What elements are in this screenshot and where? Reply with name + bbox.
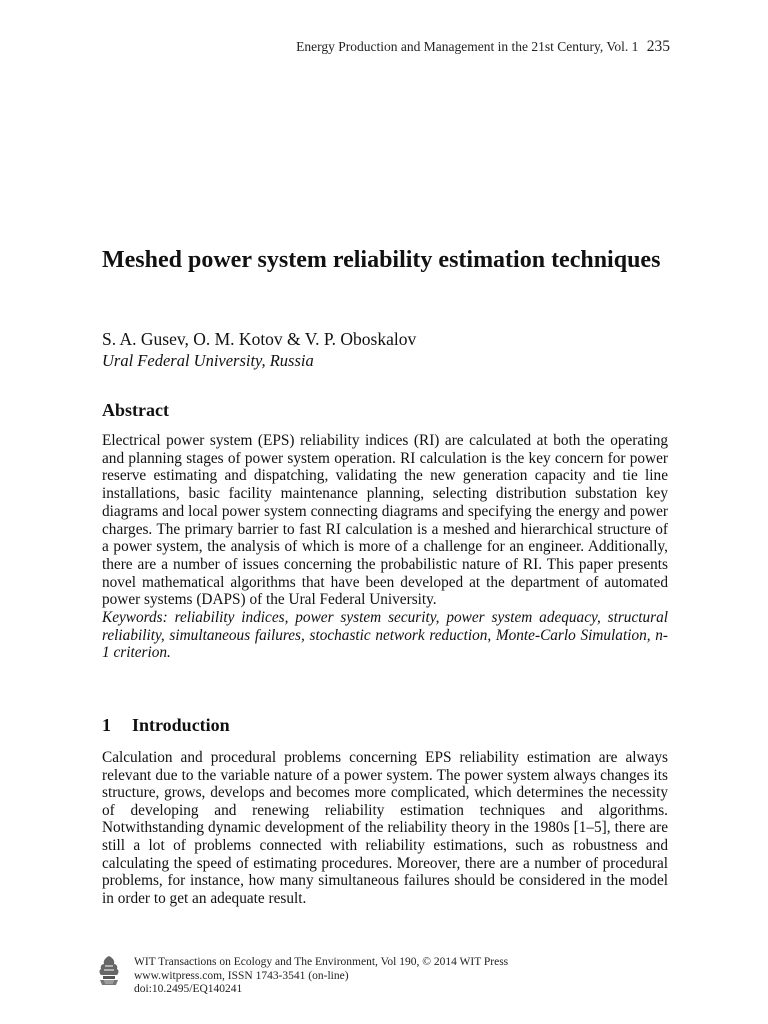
section-number: 1 [102,715,111,735]
abstract-body: Electrical power system (EPS) reliability indices (RI) are calculated at both the operating and planning stages of power system operation. RI calculation is the key concern for power reserve estimating and dispatching, validating the new generation capacity and tie line installations, basic facility maintenance planning, selecting distribution substation key diagrams and local power system connecting diagrams and specifying the energy and power charges. The primary barrier to fast RI calculation is a meshed and hierarchical structure of a power system, the analysis of which is more of a challenge for an engineer. Additionally, there are a number of issues concerning the probabilistic nature of RI. This paper presents novel mathematical algorithms that have been developed at the department of automated power systems (DAPS) of the Ural Federal University. [102,432,668,609]
running-title: Energy Production and Management in the 21st Century, Vol. 1 [296,39,639,54]
page-footer [134,956,508,997]
footer-doi-line: doi:10.2495/EQ140241 [134,983,243,995]
paper-affiliation: Ural Federal University, Russia [102,351,314,370]
wit-press-logo-graphic [96,954,122,988]
footer-issn-line: www.witpress.com, ISSN 1743-3541 (on-line) [134,969,349,982]
introduction-heading [102,714,230,736]
paper-title: Meshed power system reliability estimation techniques [102,247,661,273]
footer-journal-line: WIT Transactions on Ecology and The Environment, Vol 190, © 2014 WIT Press [134,956,509,968]
abstract-heading: Abstract [102,400,169,420]
introduction-body: Calculation and procedural problems concerning EPS reliability estimation are always relevant due to the variable nature of a power system. The power system always changes its structure, grows, develops and becomes more complicated, which determines the necessity of developing and renewing reliability estimation techniques and algorithms. Notwithstanding dynamic development of the reliability theory in the 1980s [1–5], there are still a lot of problems connected with reliability estimations, such as robustness and calculating the speed of estimating procedures. Moreover, there are a number of procedural problems, for instance, how many simultaneous failures should be considered in the model in order to get an adequate result. [102,749,668,907]
section-title: Introduction [132,715,230,735]
wit-press-logo-icon [96,954,122,988]
introduction-section [102,749,668,907]
abstract-section [102,432,668,662]
page-number: 235 [646,38,670,55]
abstract-keywords: Keywords: reliability indices, power system security, power system adequacy, structural reliability, simultaneous failures, stochastic network reduction, Monte-Carlo Simulation, n-1 criterion. [102,609,668,662]
paper-authors: S. A. Gusev, O. M. Kotov & V. P. Oboskalov [102,329,417,349]
running-header [296,38,670,56]
